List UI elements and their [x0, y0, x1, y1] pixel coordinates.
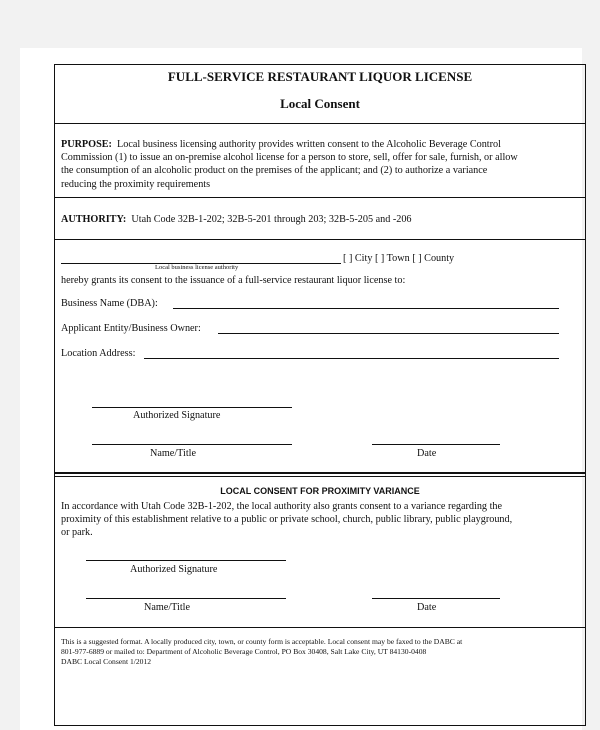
name-title-line[interactable] — [92, 444, 292, 445]
applicant-entity-label: Applicant Entity/Business Owner: — [61, 323, 201, 334]
footer — [61, 637, 581, 668]
location-address-label: Location Address: — [61, 348, 136, 359]
authority-section — [61, 213, 581, 226]
purpose-text: Commission (1) to issue an on-premise alcohol license for a person to store, sell, offer for sale, furnish, or allow — [61, 152, 518, 164]
section-divider — [55, 476, 585, 477]
variance-text: In accordance with Utah Code 32B-1-202, the local authority also grants consent to a variance regarding the — [61, 501, 503, 512]
consent-text: hereby grants its consent to the issuance of a full-service restaurant liquor license to: — [61, 275, 406, 286]
footer-text: 801-977-6889 or mailed to: Department of Alcoholic Beverage Control, PO Box 30408, Salt Lake City, UT 84130-0408 — [61, 647, 427, 657]
variance-signature-line[interactable] — [86, 560, 286, 561]
divider — [55, 197, 585, 198]
divider — [55, 627, 585, 628]
variance-section — [61, 500, 581, 540]
date-line[interactable] — [372, 444, 500, 445]
variance-signature-label: Authorized Signature — [130, 564, 218, 575]
business-name-label: Business Name (DBA): — [61, 298, 158, 309]
variance-date-label: Date — [417, 602, 437, 613]
purpose-section — [61, 138, 581, 191]
date-label: Date — [417, 448, 437, 459]
purpose-text: reducing the proximity requirements — [61, 178, 211, 190]
variance-date-line[interactable] — [372, 598, 500, 599]
business-name-field[interactable] — [173, 308, 559, 309]
authority-caption: Local business license authority — [155, 264, 239, 271]
form-subtitle: Local Consent — [280, 96, 360, 111]
authorized-signature-label: Authorized Signature — [133, 410, 221, 421]
footer-text: This is a suggested format. A locally produced city, town, or county form is acceptable. Local consent may be faxed to the DABC at — [61, 637, 463, 646]
signature-line[interactable] — [92, 407, 292, 408]
authority-label: AUTHORITY: — [61, 214, 127, 225]
applicant-entity-field[interactable] — [218, 333, 559, 334]
variance-heading: LOCAL CONSENT FOR PROXIMITY VARIANCE — [220, 486, 420, 496]
section-divider — [55, 472, 585, 474]
purpose-text: the consumption of an alcoholic product on the premises of the applicant; and (2) to authorize a variance — [61, 165, 488, 177]
variance-text: or park. — [61, 527, 93, 539]
variance-text: proximity of this establishment relative to a public or private school, church, public library, public playground, — [61, 514, 513, 526]
variance-name-title-line[interactable] — [86, 598, 286, 599]
jurisdiction-options[interactable]: [ ] City [ ] Town [ ] County — [343, 253, 455, 264]
purpose-label: PURPOSE: — [61, 139, 112, 150]
form-frame — [54, 64, 586, 726]
authority-text: Utah Code 32B-1-202; 32B-5-201 through 203; 32B-5-205 and -206 — [131, 214, 412, 225]
footer-text: DABC Local Consent 1/2012 — [61, 657, 152, 667]
divider — [55, 239, 585, 240]
location-address-field[interactable] — [144, 358, 559, 359]
name-title-label: Name/Title — [150, 448, 197, 459]
variance-name-title-label: Name/Title — [144, 602, 191, 613]
form-title: FULL-SERVICE RESTAURANT LIQUOR LICENSE — [167, 69, 473, 84]
divider — [55, 123, 585, 124]
purpose-text: Local business licensing authority provides written consent to the Alcoholic Beverage Control — [117, 139, 501, 150]
